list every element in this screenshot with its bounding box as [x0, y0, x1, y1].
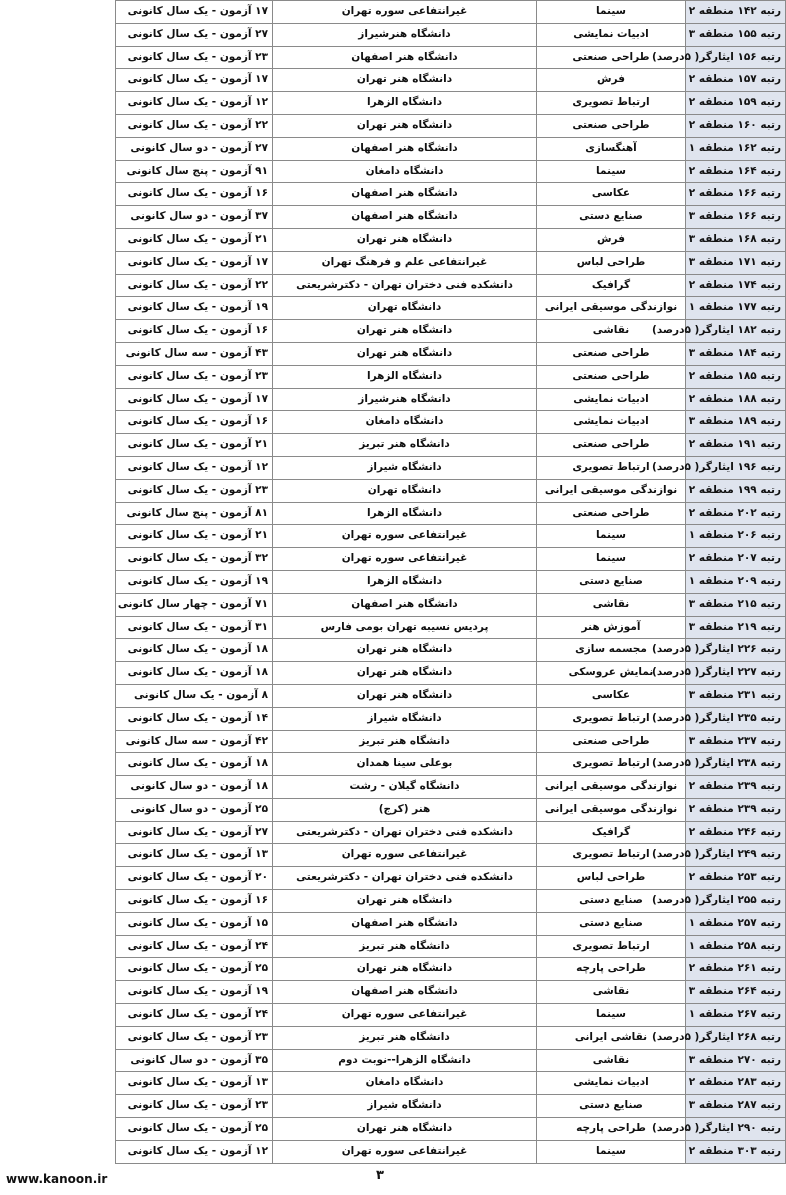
university-cell: دانشگاه دامغان	[273, 160, 537, 183]
university-cell: بوعلی سینا همدان	[273, 753, 537, 776]
exams-cell: ۱۷ آزمون - یک سال کانونی	[116, 69, 273, 92]
exams-cell: ۱۸ آزمون - یک سال کانونی	[116, 639, 273, 662]
field-cell: نوازندگی موسیقی ایرانی	[537, 297, 686, 320]
field-cell: صنایع دستی	[537, 890, 686, 913]
rank-cell: رتبه ۲۶۱ منطقه ۲	[686, 958, 786, 981]
rank-cell: رتبه ۲۵۸ منطقه ۱	[686, 935, 786, 958]
field-cell: سینما	[537, 525, 686, 548]
table-row	[116, 137, 786, 160]
table-row	[116, 1140, 786, 1163]
table-row	[116, 890, 786, 913]
university-cell: دانشگاه هنر اصفهان	[273, 183, 537, 206]
table-row	[116, 46, 786, 69]
rank-cell: رتبه ۲۸۷ منطقه ۳	[686, 1095, 786, 1118]
table-row	[116, 160, 786, 183]
rank-cell: رتبه ۲۳۸ ایثارگر( ۵درصد)	[686, 753, 786, 776]
field-cell: سینما	[537, 548, 686, 571]
university-cell: غیرانتفاعی سوره تهران	[273, 1004, 537, 1027]
table-row	[116, 69, 786, 92]
university-cell: دانشگاه الزهرا--نوبت دوم	[273, 1049, 537, 1072]
exams-cell: ۴۲ آزمون - سه سال کانونی	[116, 730, 273, 753]
rank-cell: رتبه ۱۹۱ منطقه ۲	[686, 434, 786, 457]
exams-cell: ۱۲ آزمون - یک سال کانونی	[116, 456, 273, 479]
table-row	[116, 1, 786, 24]
university-cell: دانشگاه هنر تهران	[273, 342, 537, 365]
field-cell: مجسمه سازی	[537, 639, 686, 662]
exams-cell: ۱۸ آزمون - یک سال کانونی	[116, 753, 273, 776]
table-row	[116, 1095, 786, 1118]
university-cell: دانشگاه هنر تهران	[273, 69, 537, 92]
exams-cell: ۷۱ آزمون - چهار سال کانونی	[116, 593, 273, 616]
university-cell: دانشگاه دامغان	[273, 411, 537, 434]
rank-cell: رتبه ۲۶۷ منطقه ۱	[686, 1004, 786, 1027]
table-row	[116, 388, 786, 411]
exams-cell: ۲۴ آزمون - یک سال کانونی	[116, 1004, 273, 1027]
exams-cell: ۲۵ آزمون - یک سال کانونی	[116, 1118, 273, 1141]
table-row	[116, 1026, 786, 1049]
rank-cell: رتبه ۱۶۸ منطقه ۳	[686, 228, 786, 251]
field-cell: ادبیات نمایشی	[537, 388, 686, 411]
rank-cell: رتبه ۱۷۴ منطقه ۲	[686, 274, 786, 297]
field-cell: عکاسی	[537, 183, 686, 206]
exams-cell: ۲۰ آزمون - یک سال کانونی	[116, 867, 273, 890]
table-row	[116, 570, 786, 593]
table-row	[116, 1072, 786, 1095]
table-row	[116, 753, 786, 776]
university-cell: دانشگاه الزهرا	[273, 570, 537, 593]
exams-cell: ۳۱ آزمون - یک سال کانونی	[116, 616, 273, 639]
field-cell: طراحی صنعتی	[537, 342, 686, 365]
table-row	[116, 912, 786, 935]
exams-cell: ۹۱ آزمون - پنج سال کانونی	[116, 160, 273, 183]
rank-cell: رتبه ۲۳۵ ایثارگر( ۵درصد)	[686, 707, 786, 730]
exams-cell: ۳۷ آزمون - دو سال کانونی	[116, 206, 273, 229]
university-cell: دانشگاه هنر اصفهان	[273, 593, 537, 616]
table-row	[116, 730, 786, 753]
field-cell: ارتباط تصویری	[537, 753, 686, 776]
exams-cell: ۱۹ آزمون - یک سال کانونی	[116, 981, 273, 1004]
university-cell: دانشگاه هنر تبریز	[273, 434, 537, 457]
university-cell: غیرانتفاعی سوره تهران	[273, 1140, 537, 1163]
exams-cell: ۱۶ آزمون - یک سال کانونی	[116, 320, 273, 343]
table-row	[116, 935, 786, 958]
table-row	[116, 707, 786, 730]
university-cell: دانشگاه هنرشیراز	[273, 23, 537, 46]
exams-cell: ۱۶ آزمون - یک سال کانونی	[116, 411, 273, 434]
university-cell: دانشگاه هنر تهران	[273, 114, 537, 137]
field-cell: سینما	[537, 1140, 686, 1163]
table-row	[116, 479, 786, 502]
exams-cell: ۱۶ آزمون - یک سال کانونی	[116, 890, 273, 913]
rank-cell: رتبه ۲۳۱ منطقه ۳	[686, 684, 786, 707]
university-cell: دانشگاه هنر تهران	[273, 228, 537, 251]
university-cell: دانشگاه هنر تهران	[273, 639, 537, 662]
university-cell: دانشگاه هنر اصفهان	[273, 46, 537, 69]
rank-cell: رتبه ۲۷۰ منطقه ۳	[686, 1049, 786, 1072]
results-table	[115, 0, 786, 1164]
table-row	[116, 593, 786, 616]
rank-cell: رتبه ۲۰۲ منطقه ۲	[686, 502, 786, 525]
rank-cell: رتبه ۱۴۲ منطقه ۲	[686, 1, 786, 24]
rank-cell: رتبه ۱۵۶ ایثارگر( ۵درصد)	[686, 46, 786, 69]
exams-cell: ۲۳ آزمون - یک سال کانونی	[116, 1026, 273, 1049]
exams-cell: ۲۲ آزمون - یک سال کانونی	[116, 274, 273, 297]
exams-cell: ۳۲ آزمون - یک سال کانونی	[116, 548, 273, 571]
exams-cell: ۱۸ آزمون - یک سال کانونی	[116, 662, 273, 685]
field-cell: صنایع دستی	[537, 206, 686, 229]
field-cell: ادبیات نمایشی	[537, 1072, 686, 1095]
exams-cell: ۳۵ آزمون - دو سال کانونی	[116, 1049, 273, 1072]
field-cell: نوازندگی موسیقی ایرانی	[537, 776, 686, 799]
rank-cell: رتبه ۲۳۷ منطقه ۳	[686, 730, 786, 753]
exams-cell: ۲۱ آزمون - یک سال کانونی	[116, 228, 273, 251]
exams-cell: ۱۲ آزمون - یک سال کانونی	[116, 92, 273, 115]
table-row	[116, 844, 786, 867]
field-cell: نقاشی	[537, 1049, 686, 1072]
exams-cell: ۱۵ آزمون - یک سال کانونی	[116, 912, 273, 935]
results-table-container	[115, 0, 781, 1162]
university-cell: غیرانتفاعی سوره تهران	[273, 844, 537, 867]
university-cell: دانشگاه هنر اصفهان	[273, 137, 537, 160]
university-cell: غیرانتفاعی سوره تهران	[273, 548, 537, 571]
rank-cell: رتبه ۱۸۸ منطقه ۲	[686, 388, 786, 411]
field-cell: نوازندگی موسیقی ایرانی	[537, 479, 686, 502]
table-row	[116, 342, 786, 365]
rank-cell: رتبه ۱۷۷ منطقه ۱	[686, 297, 786, 320]
table-row	[116, 1004, 786, 1027]
field-cell: ادبیات نمایشی	[537, 411, 686, 434]
table-row	[116, 548, 786, 571]
table-row	[116, 92, 786, 115]
university-cell: دانشگاه الزهرا	[273, 502, 537, 525]
field-cell: طراحی صنعتی	[537, 46, 686, 69]
rank-cell: رتبه ۱۶۰ منطقه ۲	[686, 114, 786, 137]
rank-cell: رتبه ۲۸۳ منطقه ۲	[686, 1072, 786, 1095]
field-cell: نقاشی	[537, 981, 686, 1004]
university-cell: دانشگاه هنر اصفهان	[273, 206, 537, 229]
table-row	[116, 274, 786, 297]
university-cell: دانشگاه هنر تهران	[273, 958, 537, 981]
university-cell: هنر (کرج)	[273, 798, 537, 821]
exams-cell: ۱۲ آزمون - یک سال کانونی	[116, 1140, 273, 1163]
field-cell: آموزش هنر	[537, 616, 686, 639]
rank-cell: رتبه ۱۶۶ منطقه ۲	[686, 183, 786, 206]
rank-cell: رتبه ۲۳۹ منطقه ۲	[686, 798, 786, 821]
field-cell: سینما	[537, 160, 686, 183]
university-cell: دانشگاه شیراز	[273, 1095, 537, 1118]
field-cell: ارتباط تصویری	[537, 935, 686, 958]
rank-cell: رتبه ۲۹۰ ایثارگر( ۵درصد)	[686, 1118, 786, 1141]
field-cell: نوازندگی موسیقی ایرانی	[537, 798, 686, 821]
table-row	[116, 867, 786, 890]
exams-cell: ۱۳ آزمون - یک سال کانونی	[116, 844, 273, 867]
university-cell: دانشگاه تهران	[273, 297, 537, 320]
field-cell: ادبیات نمایشی	[537, 23, 686, 46]
rank-cell: رتبه ۱۹۶ ایثارگر( ۵درصد)	[686, 456, 786, 479]
university-cell: دانشگاه هنر تبریز	[273, 1026, 537, 1049]
university-cell: دانشگاه هنر اصفهان	[273, 912, 537, 935]
rank-cell: رتبه ۱۵۷ منطقه ۲	[686, 69, 786, 92]
university-cell: دانشگاه هنر تبریز	[273, 730, 537, 753]
table-row	[116, 228, 786, 251]
exams-cell: ۲۷ آزمون - یک سال کانونی	[116, 23, 273, 46]
table-row	[116, 1118, 786, 1141]
university-cell: دانشگاه الزهرا	[273, 365, 537, 388]
exams-cell: ۱۶ آزمون - یک سال کانونی	[116, 183, 273, 206]
university-cell: دانشگاه هنر تهران	[273, 320, 537, 343]
table-row	[116, 958, 786, 981]
field-cell: عکاسی	[537, 684, 686, 707]
rank-cell: رتبه ۲۵۷ منطقه ۱	[686, 912, 786, 935]
rank-cell: رتبه ۲۰۷ منطقه ۲	[686, 548, 786, 571]
field-cell: آهنگسازی	[537, 137, 686, 160]
rank-cell: رتبه ۲۵۵ ایثارگر( ۵درصد)	[686, 890, 786, 913]
exams-cell: ۲۱ آزمون - یک سال کانونی	[116, 525, 273, 548]
results-table-body	[116, 1, 786, 1164]
table-row	[116, 411, 786, 434]
exams-cell: ۸ آزمون - یک سال کانونی	[116, 684, 273, 707]
table-row	[116, 320, 786, 343]
university-cell: دانشکده فنی دختران تهران - دکترشریعتی	[273, 867, 537, 890]
university-cell: دانشگاه الزهرا	[273, 92, 537, 115]
exams-cell: ۲۷ آزمون - یک سال کانونی	[116, 821, 273, 844]
exams-cell: ۲۷ آزمون - دو سال کانونی	[116, 137, 273, 160]
field-cell: گرافیک	[537, 274, 686, 297]
university-cell: دانشگاه هنر تهران	[273, 684, 537, 707]
university-cell: دانشگاه شیراز	[273, 707, 537, 730]
rank-cell: رتبه ۲۰۶ منطقه ۱	[686, 525, 786, 548]
field-cell: ارتباط تصویری	[537, 456, 686, 479]
table-row	[116, 183, 786, 206]
university-cell: دانشگاه هنر تهران	[273, 890, 537, 913]
table-row	[116, 434, 786, 457]
table-row	[116, 1049, 786, 1072]
table-row	[116, 639, 786, 662]
university-cell: دانشگاه شیراز	[273, 456, 537, 479]
field-cell: ارتباط تصویری	[537, 707, 686, 730]
field-cell: گرافیک	[537, 821, 686, 844]
exams-cell: ۲۱ آزمون - یک سال کانونی	[116, 434, 273, 457]
rank-cell: رتبه ۲۱۹ منطقه ۳	[686, 616, 786, 639]
university-cell: دانشگاه هنر تهران	[273, 1118, 537, 1141]
university-cell: غیرانتفاعی علم و فرهنگ تهران	[273, 251, 537, 274]
table-row	[116, 981, 786, 1004]
page-number: ۳	[376, 1168, 384, 1183]
rank-cell: رتبه ۱۸۲ ایثارگر( ۵درصد)	[686, 320, 786, 343]
table-row	[116, 662, 786, 685]
field-cell: طراحی پارچه	[537, 1118, 686, 1141]
table-row	[116, 23, 786, 46]
field-cell: نقاشی	[537, 593, 686, 616]
rank-cell: رتبه ۲۲۷ ایثارگر( ۵درصد)	[686, 662, 786, 685]
university-cell: پردیس نسیبه تهران بومی فارس	[273, 616, 537, 639]
field-cell: صنایع دستی	[537, 570, 686, 593]
university-cell: دانشگاه هنر اصفهان	[273, 981, 537, 1004]
exams-cell: ۱۹ آزمون - یک سال کانونی	[116, 570, 273, 593]
field-cell: طراحی لباس	[537, 251, 686, 274]
rank-cell: رتبه ۲۳۹ منطقه ۲	[686, 776, 786, 799]
field-cell: فرش	[537, 228, 686, 251]
rank-cell: رتبه ۱۸۹ منطقه ۳	[686, 411, 786, 434]
field-cell: نقاشی	[537, 320, 686, 343]
exams-cell: ۲۲ آزمون - یک سال کانونی	[116, 114, 273, 137]
table-row	[116, 456, 786, 479]
rank-cell: رتبه ۱۶۶ منطقه ۳	[686, 206, 786, 229]
university-cell: دانشگاه گیلان - رشت	[273, 776, 537, 799]
rank-cell: رتبه ۱۵۹ منطقه ۲	[686, 92, 786, 115]
university-cell: دانشگاه تهران	[273, 479, 537, 502]
exams-cell: ۲۵ آزمون - دو سال کانونی	[116, 798, 273, 821]
university-cell: دانشکده فنی دختران تهران - دکترشریعتی	[273, 274, 537, 297]
exams-cell: ۲۳ آزمون - یک سال کانونی	[116, 46, 273, 69]
rank-cell: رتبه ۲۰۹ منطقه ۱	[686, 570, 786, 593]
exams-cell: ۴۳ آزمون - سه سال کانونی	[116, 342, 273, 365]
exams-cell: ۲۴ آزمون - یک سال کانونی	[116, 935, 273, 958]
exams-cell: ۱۳ آزمون - یک سال کانونی	[116, 1072, 273, 1095]
exams-cell: ۱۴ آزمون - یک سال کانونی	[116, 707, 273, 730]
field-cell: صنایع دستی	[537, 1095, 686, 1118]
rank-cell: رتبه ۱۶۲ منطقه ۱	[686, 137, 786, 160]
rank-cell: رتبه ۲۴۹ ایثارگر( ۵درصد)	[686, 844, 786, 867]
field-cell: طراحی صنعتی	[537, 502, 686, 525]
table-row	[116, 251, 786, 274]
table-row	[116, 525, 786, 548]
field-cell: صنایع دستی	[537, 912, 686, 935]
rank-cell: رتبه ۱۶۴ منطقه ۲	[686, 160, 786, 183]
exams-cell: ۲۵ آزمون - یک سال کانونی	[116, 958, 273, 981]
university-cell: غیرانتفاعی سوره تهران	[273, 525, 537, 548]
field-cell: سینما	[537, 1, 686, 24]
rank-cell: رتبه ۲۴۶ منطقه ۲	[686, 821, 786, 844]
field-cell: طراحی لباس	[537, 867, 686, 890]
field-cell: فرش	[537, 69, 686, 92]
field-cell: نقاشی ایرانی	[537, 1026, 686, 1049]
table-row	[116, 798, 786, 821]
field-cell: طراحی صنعتی	[537, 365, 686, 388]
exams-cell: ۲۳ آزمون - یک سال کانونی	[116, 1095, 273, 1118]
university-cell: دانشگاه هنر تهران	[273, 662, 537, 685]
university-cell: غیرانتفاعی سوره تهران	[273, 1, 537, 24]
university-cell: دانشگاه دامغان	[273, 1072, 537, 1095]
field-cell: نمایش عروسکی	[537, 662, 686, 685]
rank-cell: رتبه ۲۱۵ منطقه ۳	[686, 593, 786, 616]
exams-cell: ۱۷ آزمون - یک سال کانونی	[116, 1, 273, 24]
field-cell: طراحی پارچه	[537, 958, 686, 981]
exams-cell: ۸۱ آزمون - پنج سال کانونی	[116, 502, 273, 525]
table-row	[116, 821, 786, 844]
rank-cell: رتبه ۱۸۵ منطقه ۲	[686, 365, 786, 388]
footer-website-url[interactable]: www.kanoon.ir	[6, 1172, 108, 1186]
exams-cell: ۱۷ آزمون - یک سال کانونی	[116, 251, 273, 274]
exams-cell: ۲۳ آزمون - یک سال کانونی	[116, 365, 273, 388]
rank-cell: رتبه ۲۲۶ ایثارگر( ۵درصد)	[686, 639, 786, 662]
field-cell: طراحی صنعتی	[537, 730, 686, 753]
field-cell: سینما	[537, 1004, 686, 1027]
table-row	[116, 616, 786, 639]
rank-cell: رتبه ۲۶۸ ایثارگر( ۵درصد)	[686, 1026, 786, 1049]
table-row	[116, 684, 786, 707]
university-cell: دانشکده فنی دختران تهران - دکترشریعتی	[273, 821, 537, 844]
table-row	[116, 365, 786, 388]
exams-cell: ۱۷ آزمون - یک سال کانونی	[116, 388, 273, 411]
rank-cell: رتبه ۲۵۳ منطقه ۲	[686, 867, 786, 890]
field-cell: ارتباط تصویری	[537, 92, 686, 115]
rank-cell: رتبه ۲۶۴ منطقه ۳	[686, 981, 786, 1004]
rank-cell: رتبه ۱۸۴ منطقه ۳	[686, 342, 786, 365]
university-cell: دانشگاه هنرشیراز	[273, 388, 537, 411]
exams-cell: ۱۸ آزمون - دو سال کانونی	[116, 776, 273, 799]
field-cell: طراحی صنعتی	[537, 114, 686, 137]
rank-cell: رتبه ۱۹۹ منطقه ۲	[686, 479, 786, 502]
rank-cell: رتبه ۳۰۳ منطقه ۲	[686, 1140, 786, 1163]
rank-cell: رتبه ۱۵۵ منطقه ۳	[686, 23, 786, 46]
field-cell: طراحی صنعتی	[537, 434, 686, 457]
university-cell: دانشگاه هنر تبریز	[273, 935, 537, 958]
table-row	[116, 776, 786, 799]
table-row	[116, 297, 786, 320]
table-row	[116, 114, 786, 137]
exams-cell: ۲۳ آزمون - یک سال کانونی	[116, 479, 273, 502]
rank-cell: رتبه ۱۷۱ منطقه ۳	[686, 251, 786, 274]
exams-cell: ۱۹ آزمون - یک سال کانونی	[116, 297, 273, 320]
field-cell: ارتباط تصویری	[537, 844, 686, 867]
table-row	[116, 502, 786, 525]
table-row	[116, 206, 786, 229]
